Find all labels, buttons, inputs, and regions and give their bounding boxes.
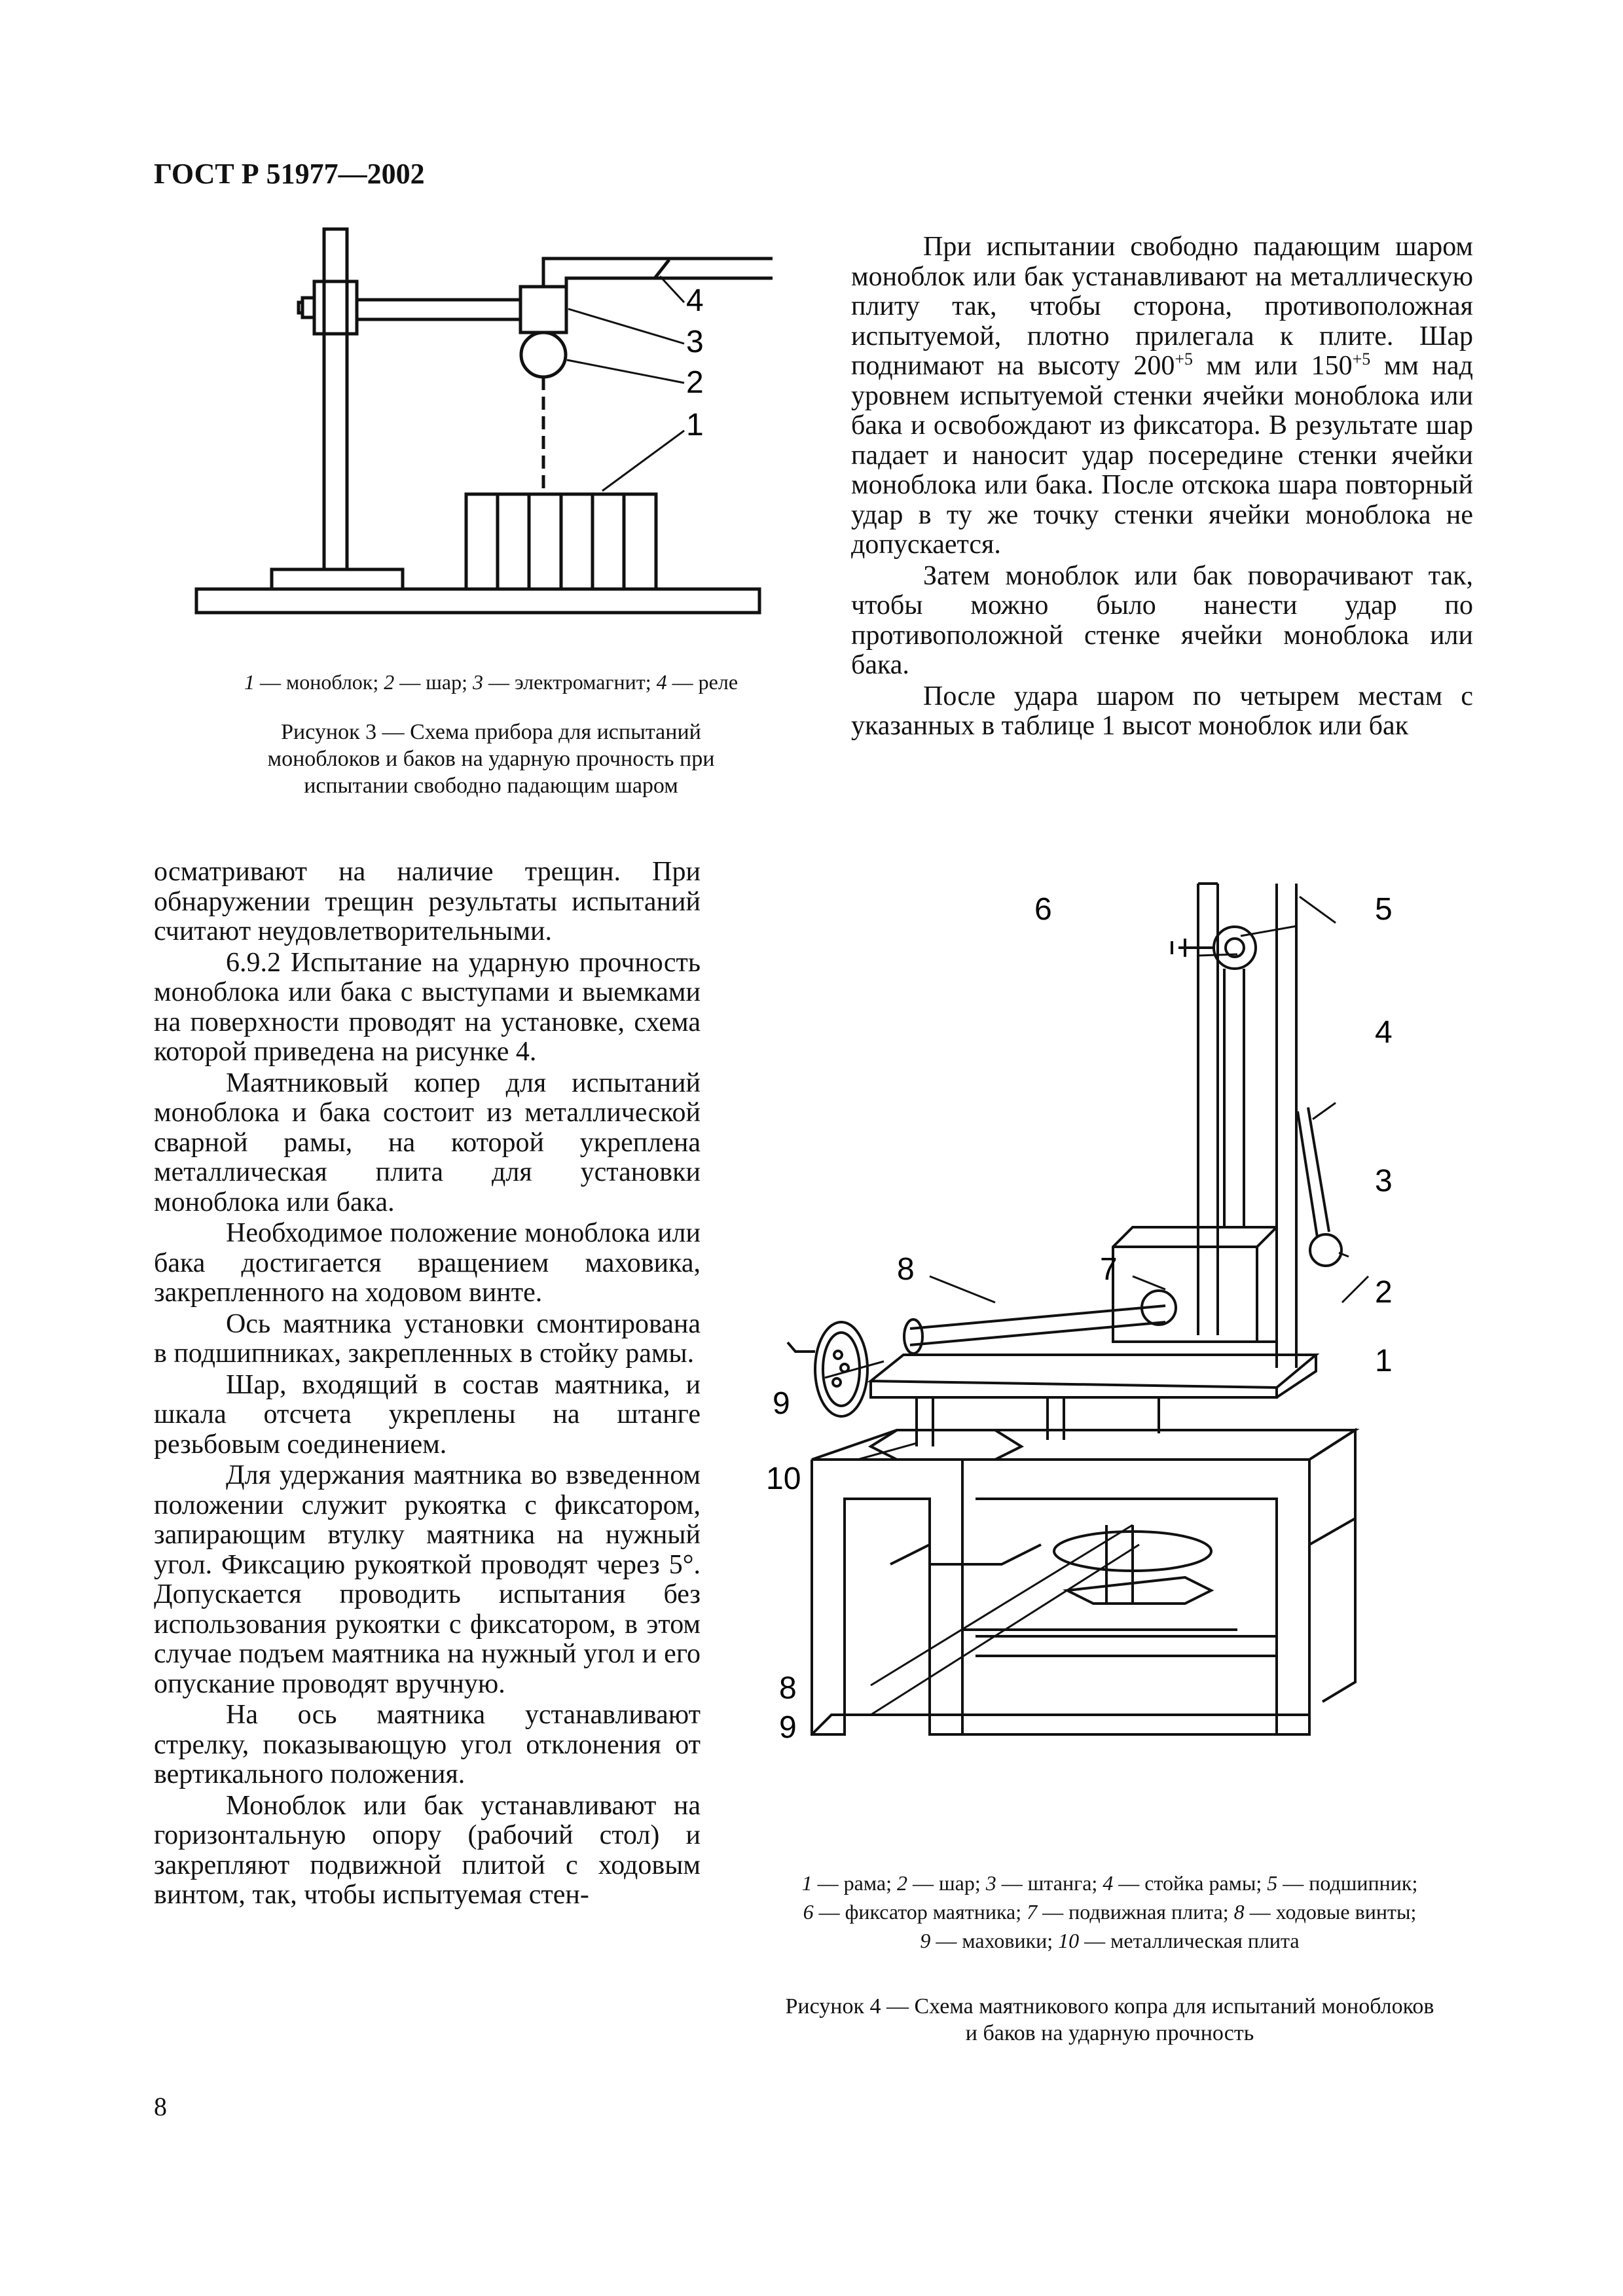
paragraph: Необходимое положение моноблока или бака достигается вращением маховика, закрепленного на ходовом винте.	[154, 1218, 701, 1308]
fig4-frame-top	[812, 1430, 1355, 1460]
fig4-label-5: 5	[1375, 892, 1393, 927]
paragraph: Шар, входящий в состав маятника, и шкала отсчета укреплены на штанге резьбовым соединением.	[154, 1369, 701, 1460]
fig4-caption: Рисунок 4 — Схема маятникового копра для испытаний моноблоков и баков на ударную прочность	[785, 1994, 1434, 2045]
left-column-text	[154, 857, 701, 1910]
fig4-lead-screw	[910, 1306, 1165, 1345]
fig4-label-7: 7	[1100, 1252, 1118, 1287]
fig3-label-3: 3	[686, 325, 704, 359]
paragraph: 6.9.2 Испытание на ударную прочность моноблока или бака с выступами и выемками на поверхности проводят на установке, схема которой приведена на рисунке 4.	[154, 947, 701, 1067]
figure-3-diagram	[183, 216, 786, 622]
fig3-caption: Рисунок 3 — Схема прибора для испытаний моноблоков и баков на ударную прочность при испытании свободно падающим шаром	[267, 720, 715, 798]
fig3-label-1: 1	[686, 408, 704, 442]
fig4-label-9-lower: 9	[779, 1710, 797, 1745]
fig4-ball	[1310, 1234, 1341, 1266]
fig4-label-4: 4	[1375, 1015, 1393, 1050]
fig3-legend: 1 — моноблок; 2 — шар; 3 — электромагнит; 4 — реле	[244, 670, 739, 694]
right-column-text	[851, 232, 1473, 742]
fig3-clamp	[314, 281, 357, 334]
fig3-electromagnet	[520, 287, 566, 332]
fig3-ball	[521, 332, 566, 377]
fig4-label-1: 1	[1375, 1344, 1393, 1378]
fig4-table-slab	[871, 1355, 1316, 1397]
paragraph: осматривают на наличие трещин. При обнаружении трещин результаты испытаний считают неудовлетворительными.	[154, 857, 701, 946]
fig4-rod	[1298, 1107, 1329, 1237]
fig4-label-8: 8	[897, 1252, 915, 1287]
paragraph: Затем моноблок или бак поворачивают так, чтобы можно было нанести удар по противоположной стенке ячейки моноблока или бака.	[851, 560, 1473, 680]
paragraph: После удара шаром по четырем местам с указанных в таблице 1 высот моноблок или бак	[851, 681, 1473, 741]
paragraph: При испытании свободно падающим шаром моноблок или бак устанавливают на металлическую плиту так, чтобы сторона, противоположная испытуемой, плотно прилегала к плите. Шар поднимают на высоту $200^{+5}$ мм или $150^{+5}$ мм над уровнем испытуемой стенки ячейки моноблока или бака и освобождают из фиксатора. В результате шар падает и наносит удар посередине стенки ячейки моноблока или бака. После отскока шара повторный удар в ту же точку стенки ячейки моноблока не допускается.	[851, 232, 1473, 560]
fig4-bearing	[1214, 927, 1256, 969]
paragraph: Моноблок или бак устанавливают на горизонтальную опору (рабочий стол) и закрепляют подвижной плитой с ходовым винтом, так, чтобы испытуемая стен-	[154, 1790, 701, 1910]
fig4-metal-plate	[871, 1430, 1021, 1460]
paragraph: Маятниковый копер для испытаний моноблока и бака состоит из металлической сварной рамы, на которой укреплена металлическая плита для установки моноблока или бака.	[154, 1067, 701, 1217]
paragraph: Ось маятника установки смонтирована в подшипниках, закрепленных в стойку рамы.	[154, 1308, 701, 1369]
fig4-pendulum-rod	[1224, 969, 1244, 1227]
figure-4-diagram	[766, 870, 1473, 1806]
fig4-frame-post-right	[1277, 884, 1296, 1368]
fig3-label-2: 2	[686, 365, 704, 400]
page-number: 8	[154, 2092, 167, 2121]
paragraph: На ось маятника устанавливают стрелку, показывающую угол отклонения от вертикального положения.	[154, 1700, 701, 1789]
fig3-base-plate	[196, 589, 759, 613]
fig3-stand-foot	[272, 569, 403, 589]
fig4-label-6: 6	[1034, 892, 1052, 927]
fig4-frame-lower-bar	[976, 1636, 1277, 1656]
fig3-label-4: 4	[686, 283, 704, 318]
paragraph: Для удержания маятника во взведенном положении служит рукоятка с фиксатором, запирающим втулку маятника на нужный угол. Фиксацию рукояткой проводят через 5°. Допускается проводить испытания без использования рукоятки с фиксатором, в этом случае подъем маятника на нужный угол и его опускание проводят вручную.	[154, 1460, 701, 1699]
fig4-label-9: 9	[773, 1386, 790, 1421]
document-header: ГОСТ Р 51977—2002	[154, 158, 425, 190]
fig4-legend: 1 — рама; 2 — шар; 3 — штанга; 4 — стойка рамы; 5 — подшипник; 6 — фиксатор маятника; 7 — подвижная плита; 8 — ходовые винты; 9 — маховики; 10 — металлическая плита	[801, 1871, 1418, 1952]
fig4-label-2: 2	[1375, 1275, 1393, 1310]
fig4-label-10: 10	[766, 1462, 801, 1496]
fig4-label-3: 3	[1375, 1164, 1393, 1198]
fig4-label-8-lower: 8	[779, 1671, 797, 1706]
